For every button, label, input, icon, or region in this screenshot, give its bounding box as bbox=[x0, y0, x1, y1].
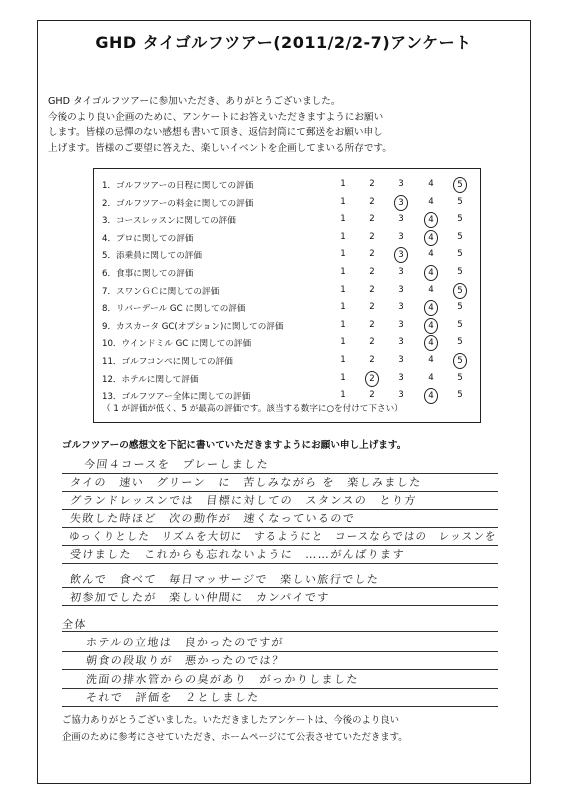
rating-option[interactable]: 4 bbox=[428, 179, 434, 189]
rating-row bbox=[94, 335, 480, 353]
closing-line: ご協力ありがとうございました。いただきましたアンケートは、今後のより良い bbox=[62, 715, 399, 726]
ruled-line bbox=[62, 631, 498, 632]
rating-option-selected[interactable]: 4 bbox=[424, 300, 438, 316]
rating-option[interactable]: 3 bbox=[398, 284, 404, 295]
rating-option-selected[interactable]: 4 bbox=[424, 212, 438, 228]
closing-line: 企画のために参考にさせていただき、ホームページにて公表させていただきます。 bbox=[62, 732, 408, 743]
rating-option[interactable]: 4 bbox=[428, 355, 434, 365]
rating-option-selected[interactable]: 2 bbox=[365, 371, 379, 387]
rating-option[interactable]: 1 bbox=[340, 214, 346, 225]
rating-row bbox=[94, 353, 480, 371]
rating-option-selected[interactable]: 4 bbox=[424, 265, 438, 281]
rating-row bbox=[94, 371, 480, 389]
rating-option[interactable]: 1 bbox=[340, 284, 346, 295]
handwritten-comment-line: それで 評価を ２としました bbox=[85, 691, 261, 704]
rating-option[interactable]: 2 bbox=[369, 231, 375, 242]
rating-option[interactable]: 2 bbox=[369, 196, 375, 207]
rating-option-selected[interactable]: 4 bbox=[424, 388, 438, 404]
rating-question: 5．添乗員に関しての評価 bbox=[102, 251, 202, 262]
handwritten-comment-line: 全体 bbox=[61, 618, 88, 631]
rating-option-selected[interactable]: 5 bbox=[453, 353, 467, 369]
rating-table bbox=[93, 168, 481, 423]
rating-option[interactable]: 2 bbox=[369, 319, 375, 330]
rating-row bbox=[94, 318, 480, 336]
rating-option[interactable]: 5 bbox=[457, 337, 463, 348]
rating-row bbox=[94, 300, 480, 318]
rating-option[interactable]: 5 bbox=[457, 390, 463, 401]
rating-question: 2．ゴルフツアーの料金に関しての評価 bbox=[102, 198, 254, 209]
rating-row bbox=[94, 283, 480, 301]
rating-option[interactable]: 3 bbox=[398, 267, 404, 277]
rating-option-selected[interactable]: 5 bbox=[453, 283, 467, 299]
rating-option-selected[interactable]: 4 bbox=[424, 230, 438, 246]
rating-option[interactable]: 4 bbox=[428, 249, 434, 260]
rating-option-selected[interactable]: 5 bbox=[453, 177, 467, 193]
handwritten-comment-line: 今回４コースを プレーしました bbox=[83, 458, 270, 471]
handwritten-comment-line: ゆっくりとした リズムを大切に するようにと コースならではの レッスンを bbox=[68, 530, 498, 543]
intro-line: GHD タイゴルフツアーに参加いただき、ありがとうございました。 bbox=[48, 96, 341, 107]
rating-option[interactable]: 4 bbox=[428, 284, 434, 295]
rating-option[interactable]: 1 bbox=[340, 372, 346, 383]
closing-text bbox=[62, 712, 512, 746]
rating-option[interactable]: 3 bbox=[398, 355, 404, 365]
rating-option[interactable]: 1 bbox=[340, 390, 346, 401]
rating-option[interactable]: 5 bbox=[457, 372, 463, 383]
rating-option[interactable]: 3 bbox=[398, 390, 404, 401]
rating-option[interactable]: 2 bbox=[369, 390, 375, 401]
rating-option[interactable]: 1 bbox=[340, 267, 346, 277]
rating-question: 6．食事に関しての評価 bbox=[102, 269, 194, 279]
handwritten-comment-line: ホテルの立地は 良かったのですが bbox=[85, 636, 285, 649]
rating-question: 3．コースレッスンに関しての評価 bbox=[102, 216, 236, 227]
rating-option[interactable]: 5 bbox=[457, 249, 463, 260]
rating-question: 4．プロに関しての評価 bbox=[102, 233, 194, 244]
rating-option[interactable]: 1 bbox=[340, 355, 346, 365]
rating-option[interactable]: 3 bbox=[398, 231, 404, 242]
rating-option-selected[interactable]: 3 bbox=[394, 195, 408, 211]
rating-row bbox=[94, 388, 480, 406]
rating-question: 9．カスカータ GC(オプション)に関しての評価 bbox=[102, 321, 284, 332]
rating-question: 8．リバーデール GC に関しての評価 bbox=[102, 304, 246, 315]
handwritten-comment-line: 飲んで 食べて 毎日マッサージで 楽しい旅行でした bbox=[69, 573, 380, 586]
page-title: GHD タイゴルフツアー(2011/2/2-7)アンケート bbox=[95, 33, 472, 52]
rating-option[interactable]: 1 bbox=[340, 179, 346, 189]
rating-option[interactable]: 1 bbox=[340, 337, 346, 348]
rating-option[interactable]: 5 bbox=[457, 267, 463, 277]
rating-question: 12．ホテルに関して評価 bbox=[102, 374, 199, 385]
rating-option[interactable]: 1 bbox=[340, 319, 346, 330]
rating-option[interactable]: 2 bbox=[369, 355, 375, 365]
rating-row bbox=[94, 177, 480, 195]
rating-option[interactable]: 2 bbox=[369, 284, 375, 295]
ruled-line bbox=[62, 563, 498, 564]
rating-row bbox=[94, 265, 480, 283]
ruled-line bbox=[62, 669, 498, 670]
rating-option[interactable]: 2 bbox=[369, 337, 375, 348]
rating-option[interactable]: 4 bbox=[428, 372, 434, 383]
rating-option-selected[interactable]: 3 bbox=[394, 247, 408, 263]
rating-question: 11．ゴルフコンペに関しての評価 bbox=[102, 357, 233, 367]
handwritten-comment-line: 失敗した時ほど 次の動作が 速くなっているので bbox=[69, 512, 356, 525]
rating-option[interactable]: 2 bbox=[369, 267, 375, 277]
rating-option[interactable]: 3 bbox=[398, 179, 404, 189]
rating-option[interactable]: 2 bbox=[369, 302, 375, 313]
rating-option[interactable]: 3 bbox=[398, 319, 404, 330]
ruled-line bbox=[62, 706, 498, 707]
rating-option[interactable]: 5 bbox=[457, 302, 463, 313]
rating-row bbox=[94, 212, 480, 230]
rating-option[interactable]: 5 bbox=[457, 319, 463, 330]
ruled-line bbox=[62, 587, 498, 588]
rating-option[interactable]: 3 bbox=[398, 372, 404, 383]
rating-row bbox=[94, 247, 480, 265]
rating-row bbox=[94, 195, 480, 213]
handwritten-comment-line: 受けました これからも忘れないように ……がんばります bbox=[69, 548, 406, 561]
comment-prompt: ゴルフツアーの感想文を下記に書いていただきますようにお願い申し上げます。 bbox=[62, 440, 407, 451]
handwritten-comment-line: グランドレッスンでは 目標に対しての スタンスの とり方 bbox=[69, 494, 418, 507]
rating-option[interactable]: 3 bbox=[398, 337, 404, 348]
intro-line: します。皆様の忌憚のない感想も書いて頂き、返信封筒にて郵送をお願い申し bbox=[48, 127, 383, 138]
rating-question: 1．ゴルフツアーの日程に関しての評価 bbox=[102, 181, 254, 191]
rating-option[interactable]: 1 bbox=[340, 231, 346, 242]
scale-note: （ 1 が評価が低く、5 が最高の評価です。該当する数字に○を付けて下さい） bbox=[102, 404, 403, 414]
rating-option[interactable]: 2 bbox=[369, 249, 375, 260]
rating-option[interactable]: 5 bbox=[457, 196, 463, 207]
intro-line: 上げます。皆様のご要望に答えた、楽しいイベントを企画してまいる所存です。 bbox=[48, 142, 392, 154]
intro-line: 今後のより良い企画のために、アンケートにお答えいただきますようにお願い bbox=[48, 111, 384, 123]
rating-option[interactable]: 2 bbox=[369, 179, 375, 189]
rating-row bbox=[94, 230, 480, 248]
handwritten-comment-line: 洗面の排水管からの臭があり がっかりしました bbox=[85, 673, 360, 686]
rating-option[interactable]: 2 bbox=[369, 214, 375, 225]
rating-question: 13．ゴルフツアー全体に関しての評価 bbox=[102, 392, 251, 403]
rating-option[interactable]: 5 bbox=[457, 231, 463, 242]
rating-question: 10．ウインドミル GC に関しての評価 bbox=[102, 339, 252, 350]
ruled-line bbox=[62, 605, 498, 606]
rating-option[interactable]: 1 bbox=[340, 302, 346, 313]
handwritten-comment-line: 朝食の段取りが 悪かったのでは？ bbox=[85, 654, 286, 667]
rating-option-selected[interactable]: 4 bbox=[424, 335, 438, 351]
rating-question: 7．スワンＧＣに関しての評価 bbox=[102, 286, 220, 297]
rating-option[interactable]: 3 bbox=[398, 302, 404, 313]
handwritten-comment-line: タイの 速い グリーン に 苦しみながら を 楽しみました bbox=[69, 476, 423, 489]
rating-option[interactable]: 5 bbox=[457, 214, 463, 225]
intro-text bbox=[48, 94, 508, 156]
rating-option[interactable]: 3 bbox=[398, 214, 404, 225]
rating-option-selected[interactable]: 4 bbox=[424, 318, 438, 334]
rating-option[interactable]: 1 bbox=[340, 196, 346, 207]
rating-option[interactable]: 1 bbox=[340, 249, 346, 260]
rating-option[interactable]: 4 bbox=[428, 196, 434, 207]
handwritten-comment-line: 初参加でしたが 楽しい仲間に カンパイです bbox=[69, 591, 331, 604]
